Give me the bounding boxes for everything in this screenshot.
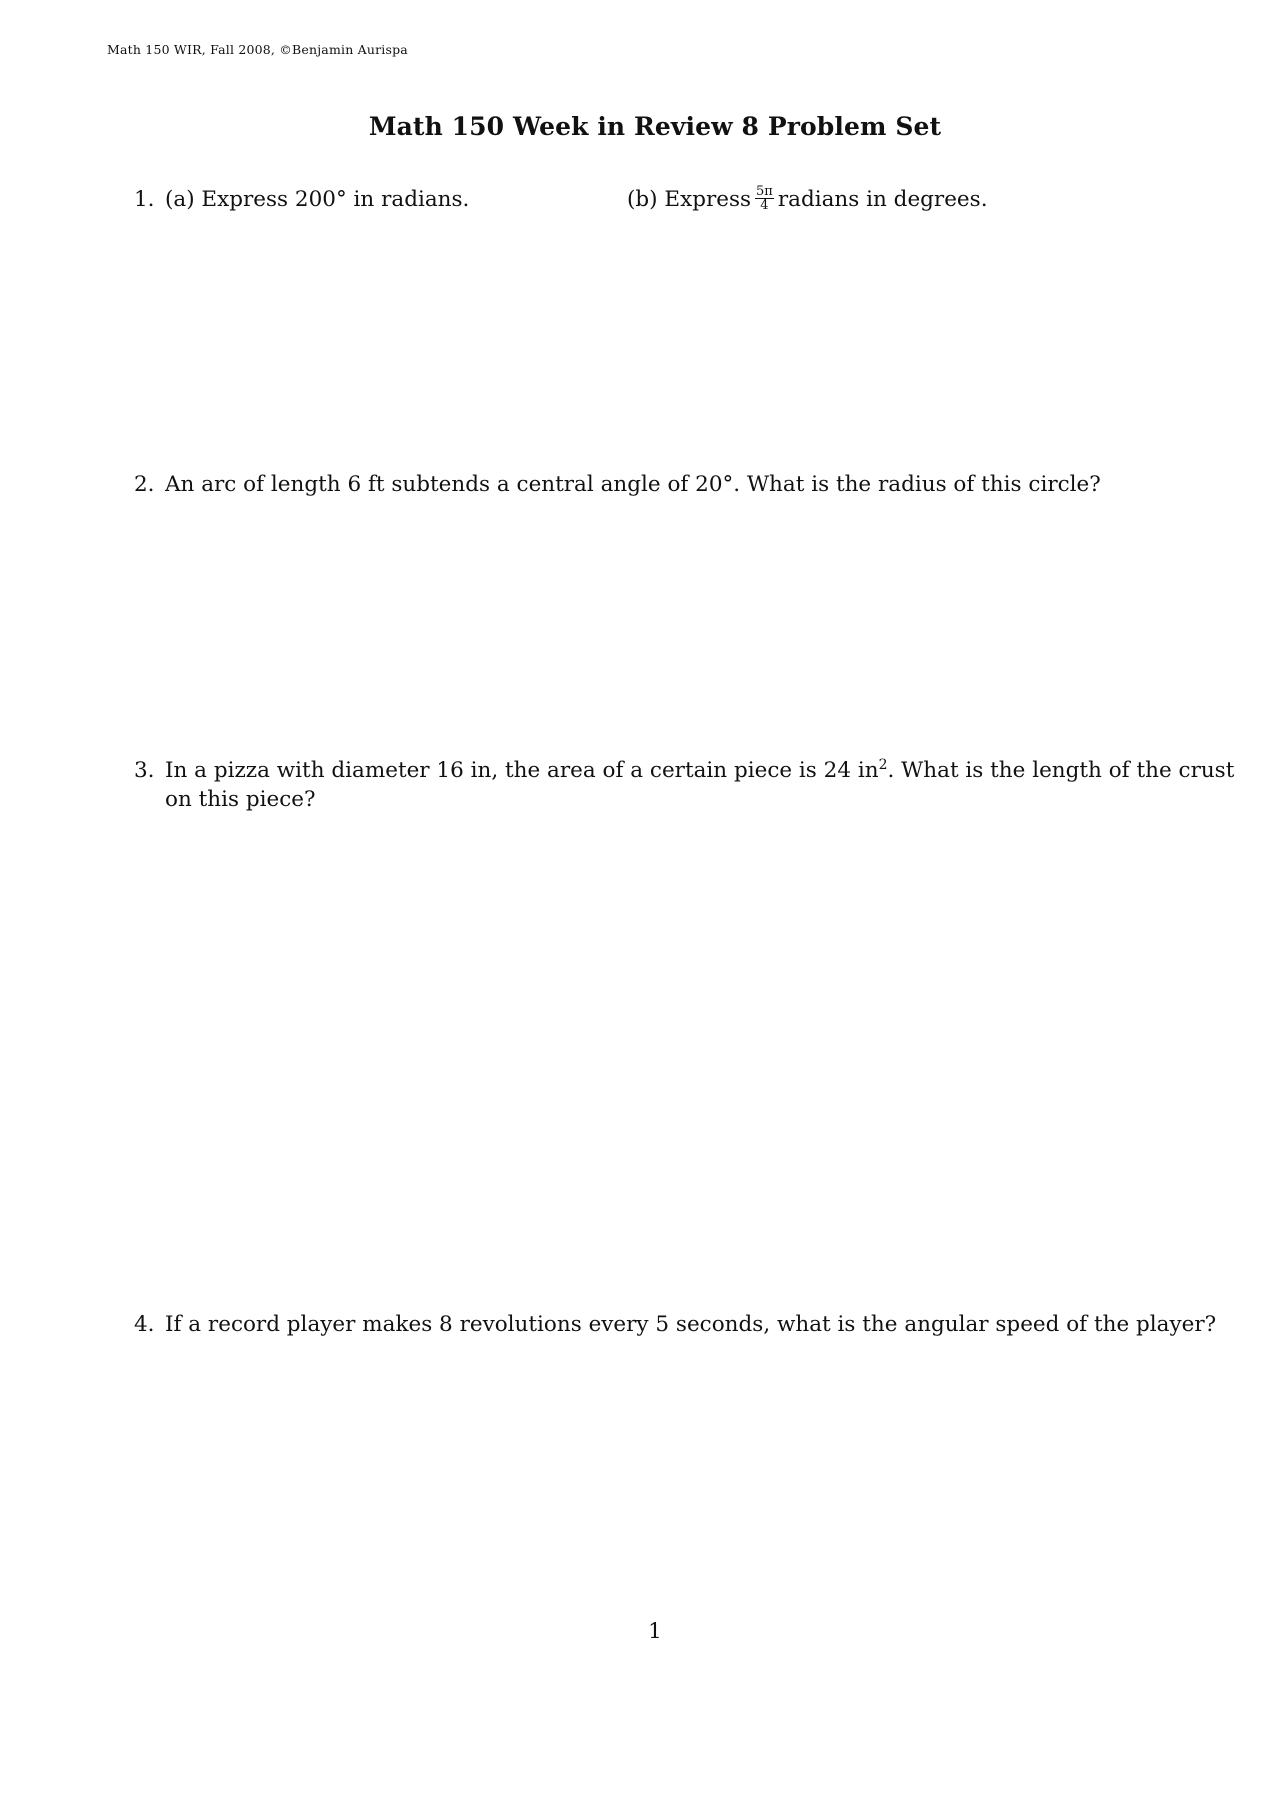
problem-1-part-b [627,185,988,214]
page-title: Math 150 Week in Review 8 Problem Set [368,112,942,141]
superscript: 2 [878,757,888,773]
problem-number: 2. [134,472,155,497]
problem-4-text: If a record player makes 8 revolutions every 5 seconds, what is the angular speed of the player? [165,1312,1217,1337]
problem-number: 4. [134,1312,155,1337]
page-number: 1 [648,1619,662,1644]
problem-3-line-1-start: In a pizza with diameter 16 in, the area of a certain piece is 24 in [165,758,879,783]
problem-4 [134,1310,1217,1339]
fraction-numerator: 5π [756,183,773,199]
running-header: Math 150 WIR, Fall 2008, ©Benjamin Aurispa [107,42,408,57]
part-b-suffix: radians in degrees. [777,187,988,212]
problem-3 [134,756,1235,814]
problem-2 [134,470,1101,499]
fraction-5pi-over-4 [755,185,774,212]
problem-3-line-1-end: . What is the length of the crust [887,758,1235,783]
problem-2-text: An arc of length 6 ft subtends a central angle of 20°. What is the radius of this circle? [165,472,1101,497]
problem-3-text [165,756,1234,814]
problem-3-line-1 [165,756,1234,785]
problem-3-line-2: on this piece? [165,787,316,812]
part-b-prefix: (b) Express [627,187,752,212]
problem-number: 1. [134,187,155,212]
fraction-denominator: 4 [760,197,769,213]
problem-number: 3. [134,758,155,783]
problem-1-part-a: (a) Express 200° in radians. [165,187,470,212]
